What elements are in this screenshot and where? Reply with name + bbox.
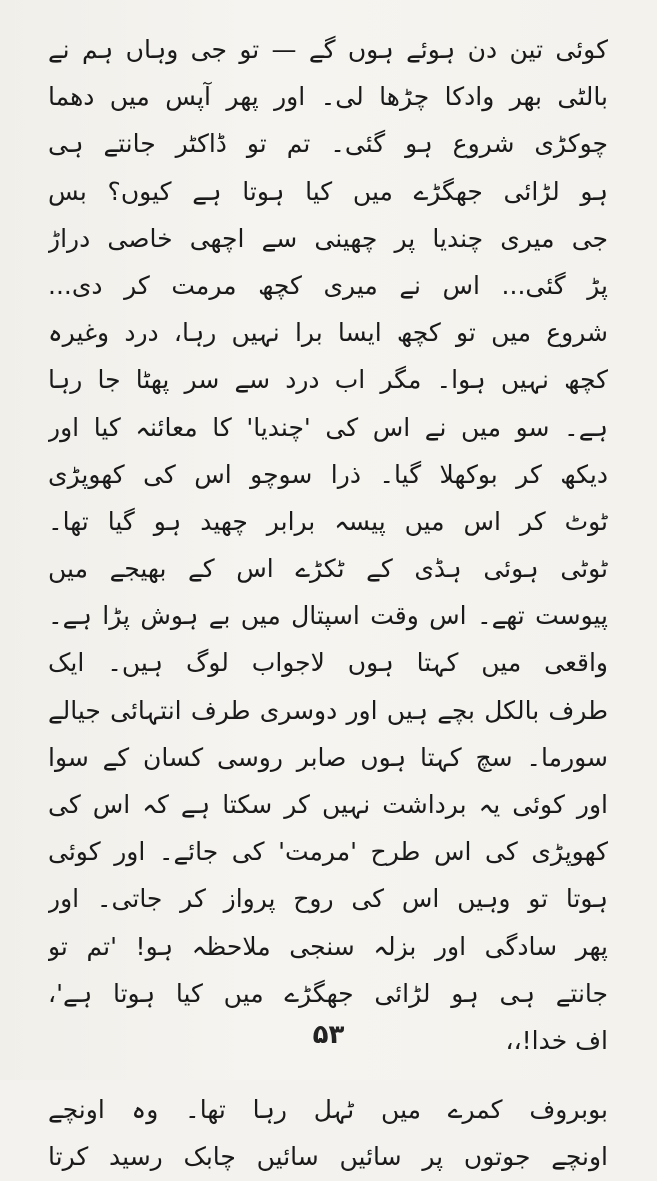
text-line: جی میری چندیا پر چھینی سے اچھی خاصی دراڑ bbox=[48, 223, 608, 253]
body-text bbox=[48, 26, 608, 1181]
text-line: اونچے جوتوں پر سائیں سائیں چابک رسید کرتا bbox=[48, 1142, 608, 1172]
page-number: ۵۳ bbox=[312, 1020, 345, 1050]
text-line: چوکڑی شروع ہو گئی۔ تم تو ڈاکٹر جانتے ہی bbox=[48, 129, 608, 159]
text-line: اف خدا!،، bbox=[505, 1025, 608, 1055]
text-line: کچھ نہیں ہوا۔ مگر اب درد سے سر پھٹا جا رہا bbox=[48, 365, 608, 395]
text-line: واقعی میں کہتا ہوں لاجواب لوگ ہیں۔ ایک bbox=[48, 648, 608, 678]
text-line: جانتے ہی ہو لڑائی جھگڑے میں کیا ہوتا ہے'، bbox=[48, 978, 608, 1008]
text-line: ہوتا تو وہیں اس کی روح پرواز کر جاتی۔ اور bbox=[48, 884, 608, 914]
text-line: ٹوٹی ہوئی ہڈی کے ٹکڑے اس کے بھیجے میں bbox=[48, 554, 608, 584]
text-line: پھر سادگی اور بزلہ سنجی ملاحظہ ہو! 'تم تو bbox=[48, 931, 608, 961]
text-line: پڑ گئی... اس نے میری کچھ مرمت کر دی... bbox=[48, 270, 608, 300]
text-line: شروع میں تو کچھ ایسا برا نہیں رہا، درد وغیرہ bbox=[48, 318, 608, 348]
text-line: ہو لڑائی جھگڑے میں کیا ہوتا ہے کیوں؟ بس bbox=[48, 176, 608, 206]
text-line: اور کوئی یہ برداشت نہیں کر سکتا ہے کہ اس کی bbox=[48, 790, 608, 819]
text-line: ہے۔ سو میں نے اس کی 'چندیا' کا معائنہ کیا اور bbox=[48, 412, 608, 442]
text-line: دیکھ کر بوکھلا گیا۔ ذرا سوچو اس کی کھوپڑی bbox=[48, 459, 608, 489]
text-line: کھوپڑی کی اس طرح 'مرمت' کی جائے۔ اور کوئی bbox=[48, 837, 608, 867]
text-line: بوبروف کمرے میں ٹہل رہا تھا۔ وہ اونچے bbox=[48, 1095, 608, 1125]
paragraph-gap bbox=[48, 1064, 608, 1086]
text-line: بالٹی بھر وادکا چڑھا لی۔ اور پھر آپس میں دھما bbox=[48, 82, 608, 112]
text-line: سورما۔ سچ کہتا ہوں صابر روسی کسان کے سوا bbox=[48, 742, 608, 772]
text-line: ٹوٹ کر اس میں پیسہ برابر چھید ہو گیا تھا۔ bbox=[48, 506, 608, 536]
text-line: پیوست تھے۔ اس وقت اسپتال میں بے ہوش پڑا ہے۔ bbox=[48, 601, 608, 631]
text-line: کوئی تین دن ہوئے ہوں گے — تو جی وہاں ہم نے bbox=[48, 35, 608, 64]
text-line: طرف بالکل بچے ہیں اور دوسری طرف انتہائی جیالے bbox=[48, 695, 608, 725]
